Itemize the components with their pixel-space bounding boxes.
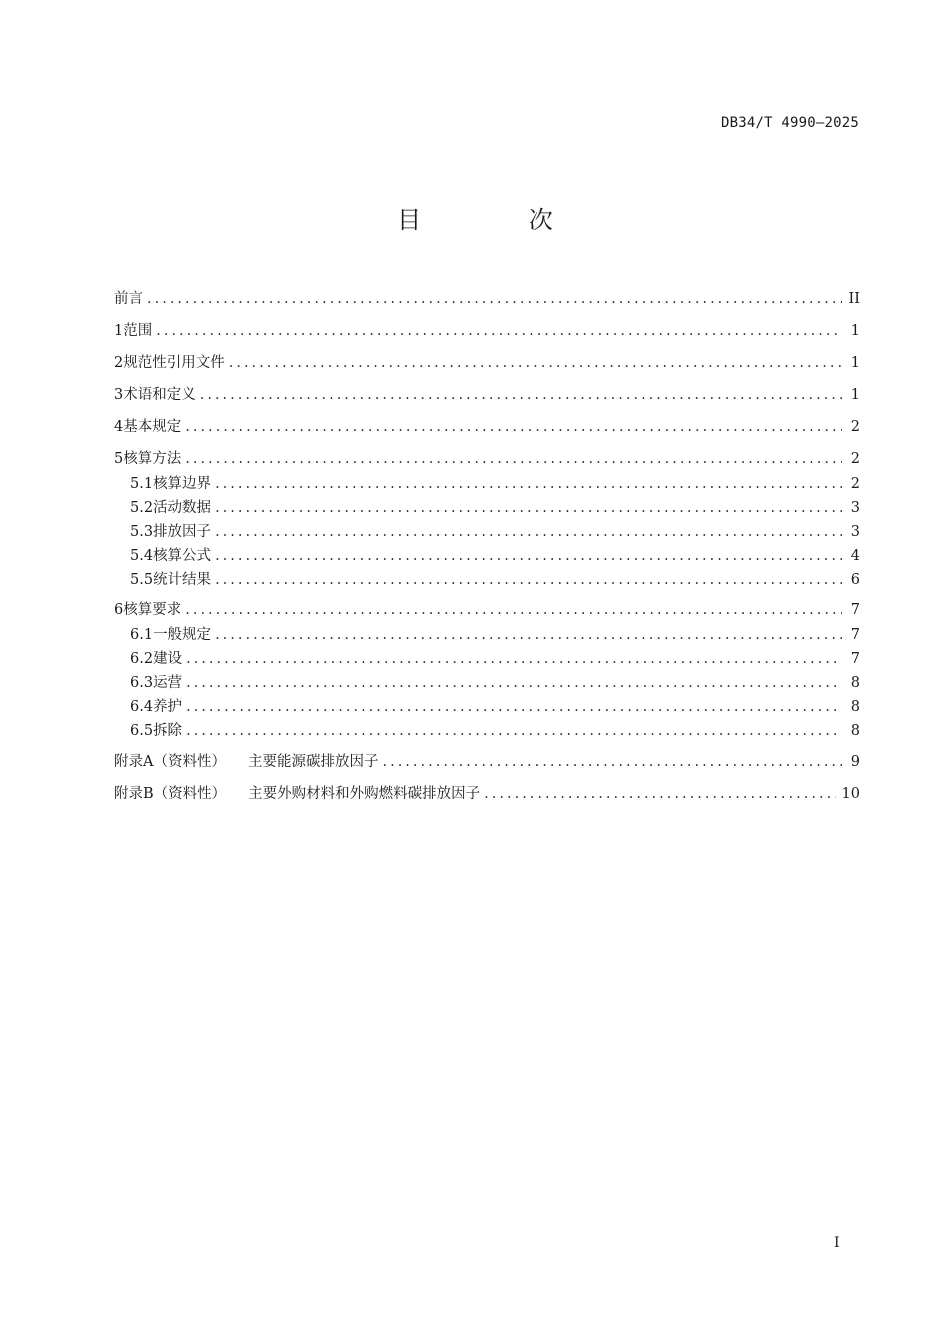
toc-entry-page: 3 [850,524,860,540]
toc-entry-5-5[interactable] [114,569,860,591]
toc-entry-page: 1 [850,323,860,339]
toc-entry-label: 规范性引用文件 [123,355,225,371]
toc-entry-label: 排放因子 [153,524,212,540]
toc-leader-dots [185,416,842,438]
toc-entry-number: 5.4 [130,548,154,564]
toc-entry-number: 1 [114,323,124,339]
toc-entry-label [114,783,480,805]
toc-entry-label: 前言 [114,291,143,307]
toc-leader-dots [186,696,842,718]
standard-code: DB34/T 4990—2025 [720,115,859,131]
toc-entry-5-2[interactable] [114,497,860,519]
toc-entry-number: 3 [114,387,124,403]
toc-entry-label: 术语和定义 [123,387,196,403]
toc-leader-dots [147,288,842,310]
toc-entry-page: 7 [850,627,860,643]
toc-leader-dots [186,672,842,694]
toc-leader-dots [185,599,842,621]
toc-entry-page: 7 [850,602,860,618]
toc-leader-dots [484,783,835,805]
toc-entry-number: 6.5 [130,723,154,739]
toc-entry-label: 基本规定 [123,419,182,435]
appendix-designation: 附录A（资料性） [114,754,226,770]
toc-entry-5-4[interactable] [114,545,860,567]
toc-leader-dots [185,448,842,470]
toc-entry-page: 1 [850,355,860,371]
toc-leader-dots [200,384,842,406]
toc-leader-dots [215,624,842,646]
toc-leader-dots [382,751,842,773]
toc-entry-label: 核算方法 [123,451,182,467]
appendix-title: 主要能源碳排放因子 [247,754,379,770]
toc-entry-number: 5 [114,451,124,467]
toc-entry-page: 8 [850,723,860,739]
toc-entry-6-4[interactable] [114,696,860,718]
toc-entry-label: 活动数据 [153,500,212,516]
toc-entry-2[interactable] [114,352,860,374]
toc-entry-6-1[interactable] [114,624,860,646]
page-number: I [834,1235,840,1251]
toc-entry-page: 8 [850,699,860,715]
toc-entry-1[interactable] [114,320,860,342]
toc-entry-number: 5.3 [130,524,154,540]
toc-entry-page: 8 [850,675,860,691]
toc-entry-page: 9 [850,754,860,770]
appendix-designation: 附录B（资料性） [114,786,227,802]
toc-entry-number: 2 [114,355,124,371]
toc-entry-label: 运营 [153,675,183,691]
toc-entry-number: 6.2 [130,651,154,667]
toc-entry-number: 6 [114,602,124,618]
toc-entry-label [114,751,378,773]
table-of-contents [114,0,860,1344]
toc-entry-number: 6.4 [130,699,154,715]
toc-entry-6-3[interactable] [114,672,860,694]
toc-entry-number: 6.1 [130,627,154,643]
toc-entry-page: 3 [850,500,860,516]
toc-entry-page: 6 [850,572,860,588]
toc-leader-dots [229,352,842,374]
toc-entry-appendix-a[interactable] [114,751,860,773]
toc-entry-label: 统计结果 [153,572,212,588]
toc-entry-page: 2 [850,476,860,492]
toc-entry-6-2[interactable] [114,648,860,670]
toc-title: 目 次 [397,206,603,234]
toc-leader-dots [215,521,842,543]
toc-leader-dots [156,320,842,342]
toc-leader-dots [186,648,842,670]
toc-entry-page: 10 [841,786,860,802]
toc-entry-number: 6.3 [130,675,154,691]
toc-entry-label: 建设 [153,651,183,667]
toc-entry-label: 一般规定 [153,627,212,643]
toc-entry-5-1[interactable] [114,473,860,495]
toc-entry-number: 5.5 [130,572,154,588]
toc-entry-label: 范围 [123,323,153,339]
toc-entry-number: 4 [114,419,124,435]
toc-entry-page: 7 [850,651,860,667]
toc-entry-appendix-b[interactable] [114,783,860,805]
toc-entry-page: 2 [850,419,860,435]
toc-entry-3[interactable] [114,384,860,406]
toc-entry-5-3[interactable] [114,521,860,543]
toc-entry-page: II [848,291,860,307]
toc-entry-6-5[interactable] [114,720,860,742]
toc-entry-page: 4 [850,548,860,564]
toc-entry-5[interactable] [114,448,860,470]
toc-entry-page: 1 [850,387,860,403]
toc-entry-label: 核算公式 [153,548,212,564]
toc-entry-label: 核算边界 [153,476,212,492]
toc-leader-dots [215,569,842,591]
toc-entry-number: 5.2 [130,500,154,516]
toc-leader-dots [186,720,842,742]
toc-entry-number: 5.1 [130,476,154,492]
toc-entry-label: 养护 [153,699,183,715]
toc-leader-dots [215,545,842,567]
toc-entry-label: 核算要求 [123,602,182,618]
toc-entry-foreword[interactable] [114,288,860,310]
toc-entry-label: 拆除 [153,723,183,739]
toc-entry-4[interactable] [114,416,860,438]
toc-entry-page: 2 [850,451,860,467]
toc-entry-6[interactable] [114,599,860,621]
toc-leader-dots [215,473,842,495]
appendix-title: 主要外购材料和外购燃料碳排放因子 [248,786,481,802]
toc-leader-dots [215,497,842,519]
